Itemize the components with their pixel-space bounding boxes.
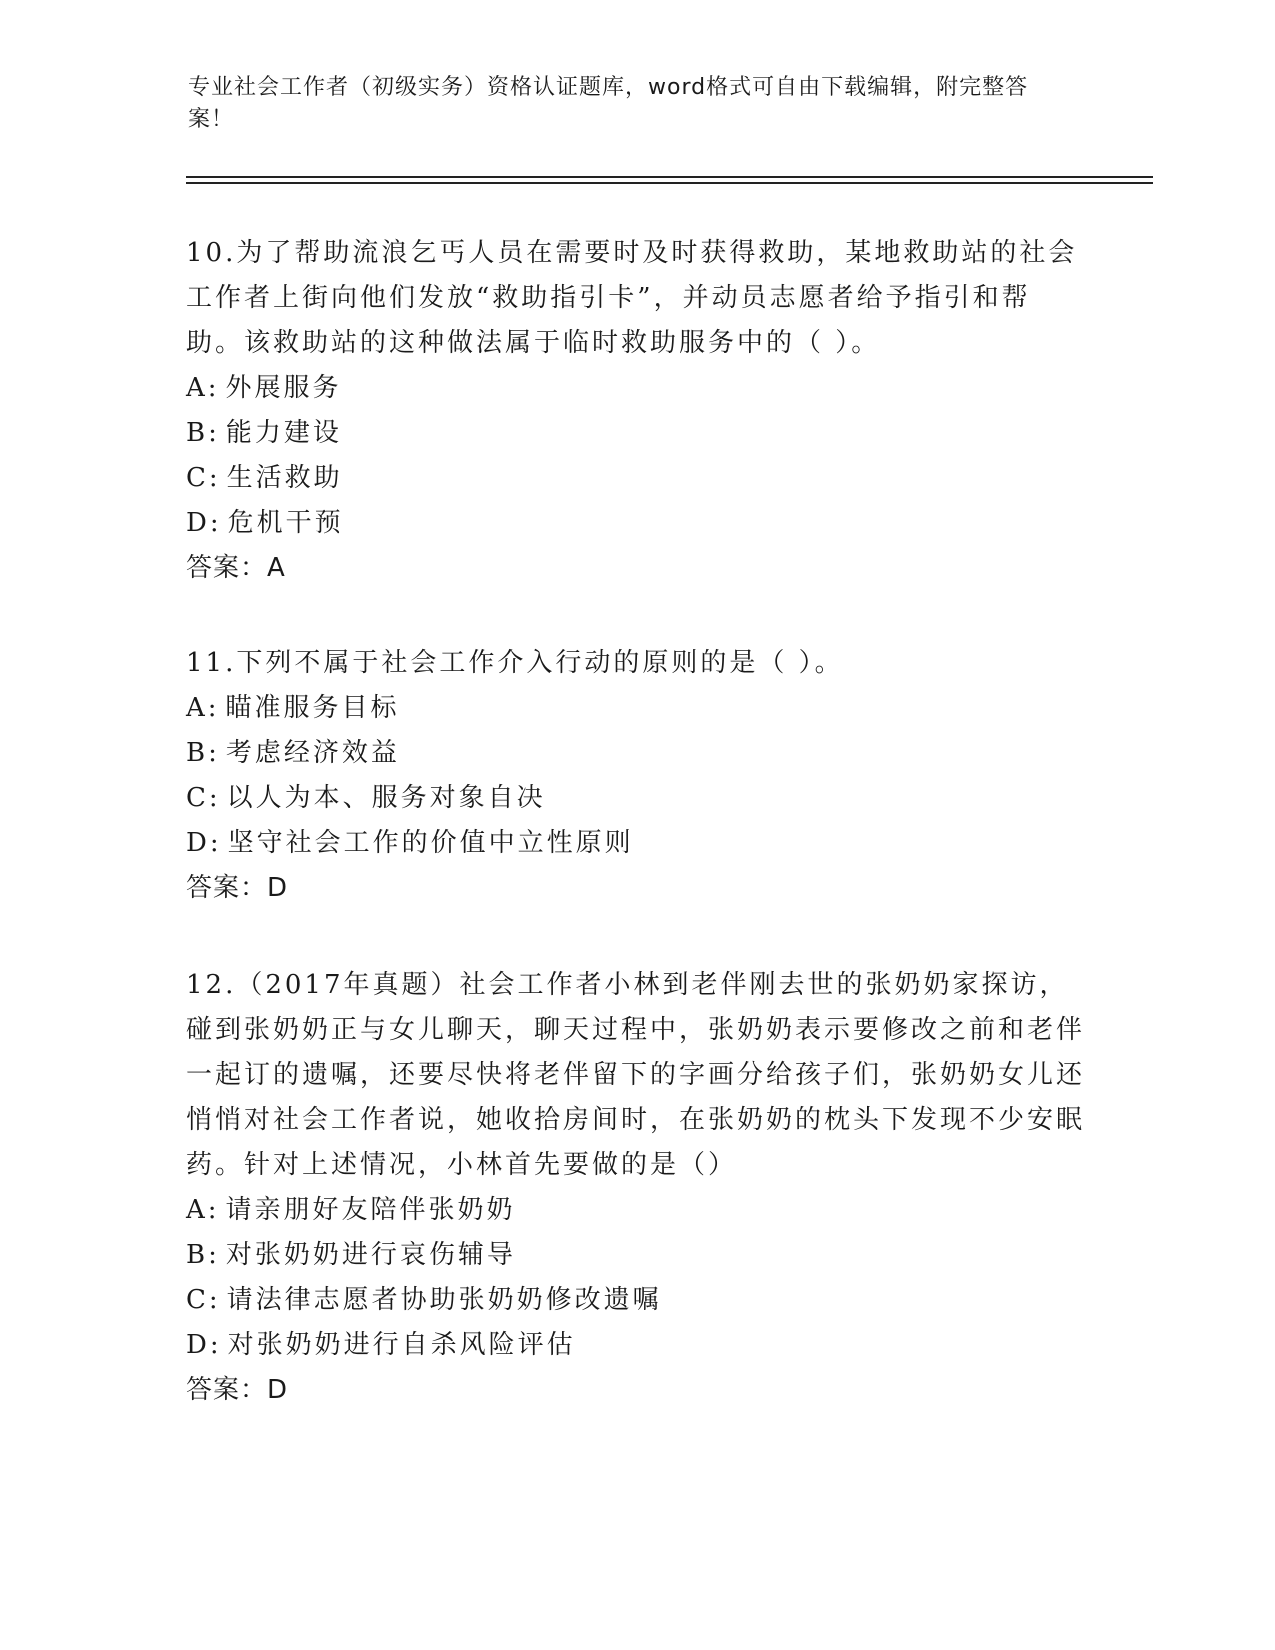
option-key: D:: [186, 508, 222, 538]
option-key: D:: [186, 828, 222, 858]
option-b: [186, 1233, 1086, 1278]
option-d: [186, 1323, 1086, 1368]
header-divider-bottom: [186, 182, 1153, 184]
option-text: 坚守社会工作的价值中立性原则: [227, 828, 634, 858]
option-text: 以人为本、服务对象自决: [226, 783, 546, 813]
question-stem: 11.下列不属于社会工作介入行动的原则的是（ ）。: [186, 648, 844, 678]
option-text: 请法律志愿者协助张奶奶修改遗嘱: [226, 1285, 662, 1315]
option-text: 能力建设: [225, 418, 342, 448]
option-key: A:: [186, 1195, 220, 1225]
header-divider-top: [186, 176, 1153, 178]
option-b: [186, 411, 1086, 456]
option-text: 考虑经济效益: [225, 738, 400, 768]
option-d: [186, 501, 1086, 546]
option-key: B:: [186, 738, 220, 768]
option-a: [186, 1188, 1086, 1233]
option-key: B:: [186, 1240, 220, 1270]
answer-line: 答案：A: [186, 553, 286, 583]
option-text: 危机干预: [227, 508, 344, 538]
option-text: 外展服务: [225, 373, 342, 403]
answer-line: 答案：D: [186, 1375, 289, 1405]
option-a: [186, 686, 1086, 731]
option-text: 请亲朋好友陪伴张奶奶: [225, 1195, 516, 1225]
option-key: A:: [186, 373, 220, 403]
option-text: 对张奶奶进行哀伤辅导: [225, 1240, 516, 1270]
option-b: [186, 731, 1086, 776]
question-10: [186, 231, 1086, 591]
option-key: C:: [186, 783, 221, 813]
question-11: [186, 641, 1086, 911]
option-c: [186, 456, 1086, 501]
option-c: [186, 1278, 1086, 1323]
option-text: 生活救助: [226, 463, 343, 493]
option-key: B:: [186, 418, 220, 448]
option-text: 瞄准服务目标: [225, 693, 400, 723]
option-key: A:: [186, 693, 220, 723]
option-c: [186, 776, 1086, 821]
option-text: 对张奶奶进行自杀风险评估: [227, 1330, 576, 1360]
question-stem: 10.为了帮助流浪乞丐人员在需要时及时获得救助，某地救助站的社会工作者上街向他们发放“救助指引卡”，并动员志愿者给予指引和帮助。该救助站的这种做法属于临时救助服务中的（ ）。: [186, 238, 1078, 358]
option-key: C:: [186, 1285, 221, 1315]
answer-line: 答案：D: [186, 873, 289, 903]
option-key: C:: [186, 463, 221, 493]
document-header: 专业社会工作者（初级实务）资格认证题库，word格式可自由下载编辑，附完整答案！: [188, 75, 1029, 132]
question-12: [186, 963, 1086, 1413]
question-stem: 12.（2017年真题）社会工作者小林到老伴刚去世的张奶奶家探访，碰到张奶奶正与女儿聊天，聊天过程中，张奶奶表示要修改之前和老伴一起订的遗嘱，还要尽快将老伴留下的字画分给孩子们，张奶奶女儿还悄悄对社会工作者说，她收拾房间时，在张奶奶的枕头下发现不少安眠药。针对上述情况，小林首先要做的是（）: [186, 970, 1086, 1180]
option-a: [186, 366, 1086, 411]
option-d: [186, 821, 1086, 866]
option-key: D:: [186, 1330, 222, 1360]
